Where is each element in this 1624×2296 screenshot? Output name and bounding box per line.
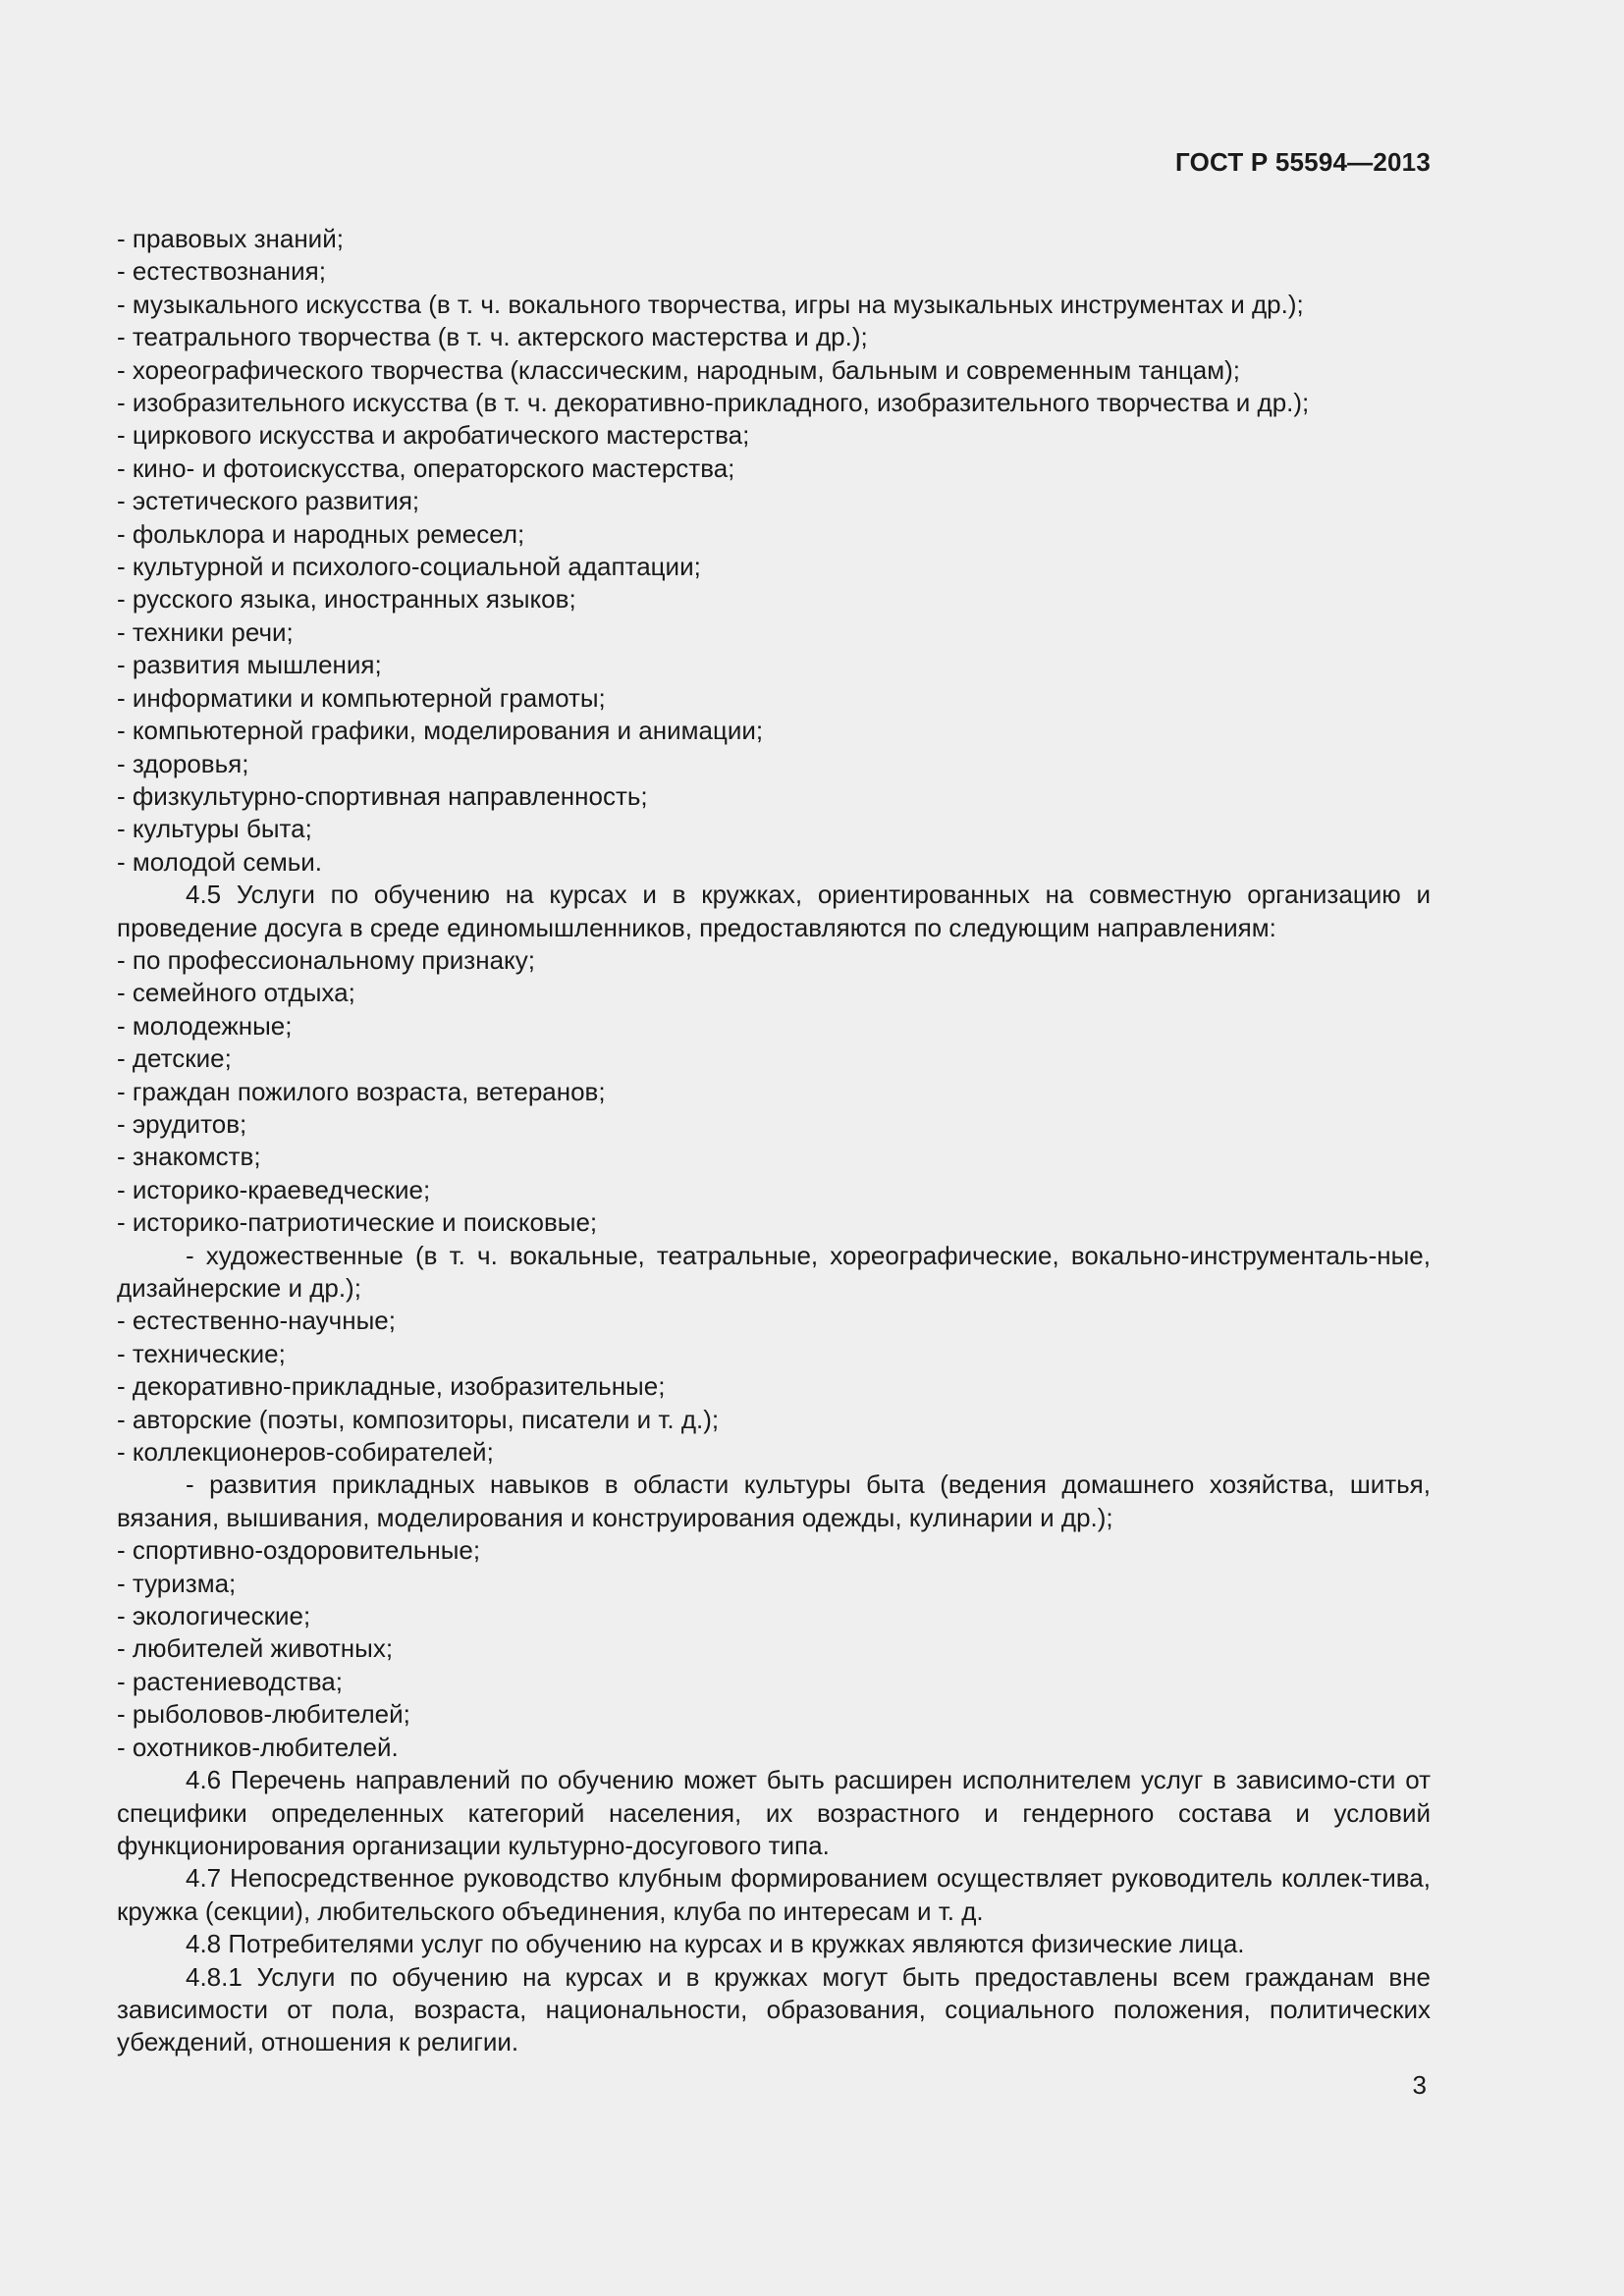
list-item: - техники речи;: [117, 616, 294, 647]
list-item: - музыкального искусства (в т. ч. вокального творчества, игры на музыкальных инструментах и др.);: [117, 289, 1304, 319]
list-item: - русского языка, иностранных языков;: [117, 584, 576, 614]
list-item: - фольклора и народных ремесел;: [117, 518, 525, 549]
list-item: - естественно-научные;: [117, 1306, 396, 1336]
list-item: - охотников-любителей.: [117, 1732, 399, 1762]
list-item: - экологические;: [117, 1601, 311, 1631]
list-item: - молодежные;: [117, 1010, 293, 1041]
list-item: - кино- и фотоискусства, операторского мастерства;: [117, 453, 735, 483]
list-item: - туризма;: [117, 1568, 237, 1598]
paragraph-4-8: 4.8 Потребителями услуг по обучению на курсах и в кружках являются физические лица.: [186, 1929, 1245, 1959]
list-item: - физкультурно-спортивная направленность;: [117, 780, 648, 811]
list-item: - детские;: [117, 1043, 232, 1074]
list-item: - спортивно-оздоровительные;: [117, 1535, 481, 1566]
list-item: - историко-патриотические и поисковые;: [117, 1207, 598, 1238]
list-item: - культурной и психолого-социальной адаптации;: [117, 552, 701, 582]
list-item: - эрудитов;: [117, 1108, 247, 1139]
list-item: - эстетического развития;: [117, 486, 420, 516]
list-item: - естествознания;: [117, 256, 326, 287]
document-header: ГОСТ Р 55594—2013: [1175, 147, 1431, 177]
list-item: - информатики и компьютерной грамоты;: [117, 682, 606, 713]
list-item: - декоративно-прикладные, изобразительные;: [117, 1371, 666, 1402]
list-item: - знакомств;: [117, 1142, 261, 1172]
paragraph-4-6: 4.6 Перечень направлений по обучению может быть расширен исполнителем услуг в зависимо-сти от специфики определенных категорий населения, их возрастного и гендерного состава и условий функционирования организации культурно-досугового типа.: [117, 1765, 1431, 1860]
list-item: - изобразительного искусства (в т. ч. декоративно-прикладного, изобразительного творчества и др.);: [117, 388, 1310, 418]
list-item-multiline: - художественные (в т. ч. вокальные, театральные, хореографические, вокально-инструменталь-ные, дизайнерские и др.);: [117, 1240, 1431, 1303]
list-item: - культуры быта;: [117, 814, 312, 844]
list-item: - развития мышления;: [117, 650, 382, 680]
list-item: - любителей животных;: [117, 1633, 394, 1664]
list-item: - историко-краеведческие;: [117, 1174, 431, 1204]
paragraph-4-7: 4.7 Непосредственное руководство клубным формированием осуществляет руководитель коллек-тива, кружка (секции), любительского объединения, клуба по интересам и т. д.: [117, 1863, 1431, 1926]
list-item: - по профессиональному признаку;: [117, 944, 535, 975]
list-item: - правовых знаний;: [117, 224, 344, 253]
list-item: - здоровья;: [117, 748, 249, 778]
list-item: - молодой семьи.: [117, 846, 323, 877]
page-number: 3: [1412, 2070, 1427, 2100]
list-item: - граждан пожилого возраста, ветеранов;: [117, 1076, 606, 1106]
list-item: - театрального творчества (в т. ч. актерского мастерства и др.);: [117, 322, 868, 352]
list-item: - коллекционеров-собирателей;: [117, 1437, 494, 1468]
paragraph-4-8-1: 4.8.1 Услуги по обучению на курсах и в кружках могут быть предоставлены всем гражданам вне зависимости от пола, возраста, национальности, образования, социального положения, политических убеждений, отношения к религии.: [117, 1961, 1431, 2057]
list-item: - циркового искусства и акробатического мастерства;: [117, 420, 750, 451]
list-item: - технические;: [117, 1338, 286, 1368]
list-item: - рыболовов-любителей;: [117, 1699, 410, 1730]
list-item: - хореографического творчества (классическим, народным, бальным и современным танцам);: [117, 354, 1241, 385]
list-item: - семейного отдыха;: [117, 978, 355, 1008]
list-item: - компьютерной графики, моделирования и анимации;: [117, 716, 764, 746]
list-item: - авторские (поэты, композиторы, писатели и т. д.);: [117, 1404, 720, 1434]
list-item-multiline: - развития прикладных навыков в области культуры быта (ведения домашнего хозяйства, шитья, вязания, вышивания, моделирования и конструирования одежды, кулинарии и др.);: [117, 1469, 1431, 1532]
list-item: - растениеводства;: [117, 1666, 343, 1696]
document-body: [117, 223, 1431, 2059]
paragraph-4-5: 4.5 Услуги по обучению на курсах и в кружках, ориентированных на совместную организацию и проведение досуга в среде единомышленников, предоставляются по следующим направлениям:: [117, 880, 1431, 942]
